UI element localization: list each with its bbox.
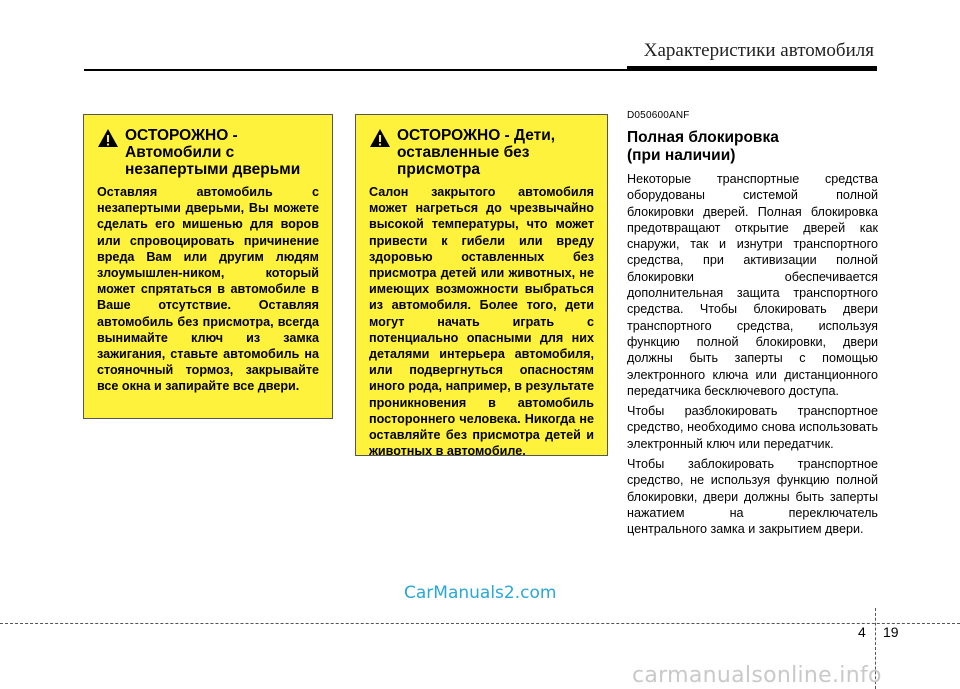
chapter-number: 4 <box>858 624 866 640</box>
warning-box-unlocked-doors <box>83 114 333 419</box>
section-paragraph: Некоторые транспортные средства оборудованы системой полной блокировки дверей. Полная блокировка предотвращают открытие дверей как снаружи, так и изнутри транспортного средства, при активизации полной блокировки обеспечивается дополнительная защита транспортного средства. Чтобы блокировать двери транспортного средства, используя функцию полной блокировки, двери должны быть заперты с помощью электронного ключа или дистанционного передатчика бесключевого доступа. <box>627 172 878 398</box>
warning-body: Салон закрытого автомобиля может нагреться до чрезвычайно высокой температуры, что может привести к гибели или вреду здоровью оставленных без присмотра детей или животных, не имеющих возможности выбраться из автомобиля. Более того, дети могут начать играть с потенциально опасными для них деталями интерьера автомобиля, или подвергнуться опасностям иного рода, например, в результате проникновения в автомобиль постороннего человека. Никогда не оставляйте без присмотра детей и животных в автомобиле. <box>369 185 594 459</box>
site-watermark: carmanualsonline.info <box>632 663 882 688</box>
section-code: D050600ANF <box>627 110 690 121</box>
warning-header <box>97 127 319 178</box>
warning-title-line1: ОСТОРОЖНО - Дети, <box>397 127 556 144</box>
section-title-line2: (при наличии) <box>627 147 736 164</box>
section-paragraph: Чтобы разблокировать транспортное средство, необходимо снова использовать электронный ключ или передатчик. <box>627 404 878 451</box>
warning-title <box>125 127 300 178</box>
warning-box-children <box>355 114 608 459</box>
warning-title-line1: ОСТОРОЖНО - <box>125 127 238 144</box>
warning-title <box>397 127 555 178</box>
section-title <box>627 129 878 165</box>
watermark-link[interactable]: CarManuals2.com <box>404 583 557 603</box>
warning-title-line3: присмотра <box>397 161 481 178</box>
warning-title-line2: оставленные без <box>397 144 530 161</box>
warning-title-line2: Автомобили с <box>125 144 235 161</box>
warning-body: Оставляя автомобиль с незапертыми дверьми, Вы можете сделать его мишенью для воров или спровоцировать причинение вреда Вам или другим людям злоумышлен-ником, который может спрятаться в автомобиле в Ваше отсутствие. Оставляя автомобиль без присмотра, всегда вынимайте ключ из замка зажигания, ставьте автомобиль на стояночный тормоз, закрывайте все окна и запирайте все двери. <box>97 185 319 394</box>
page-number: 19 <box>883 624 899 640</box>
page-header-title: Характеристики автомобиля <box>643 40 874 61</box>
warning-header <box>369 127 594 178</box>
section-title-line1: Полная блокировка <box>627 129 779 146</box>
warning-title-line3: незапертыми дверьми <box>125 161 301 178</box>
section-full-lock <box>627 110 878 538</box>
header-rule-accent <box>627 66 877 71</box>
section-paragraph: Чтобы заблокировать транспортное средство, не используя функцию полной блокировки, двери должны быть заперты нажатием на переключатель центрального замка и закрытием двери. <box>627 457 878 537</box>
footer-rule <box>0 623 960 624</box>
